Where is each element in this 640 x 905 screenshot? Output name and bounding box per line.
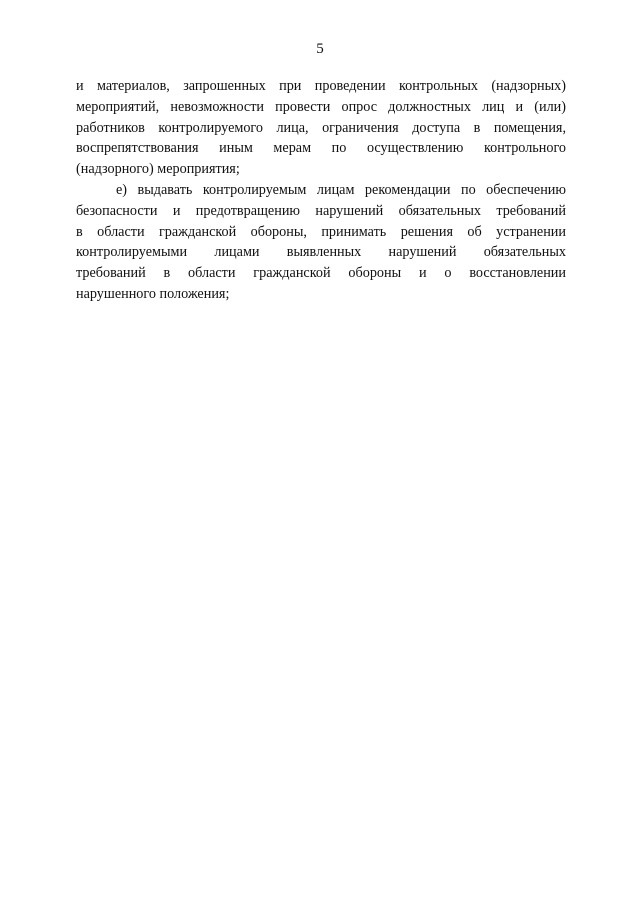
text-line: контролируемыми лицами выявленных нарушений обязательных xyxy=(76,244,566,261)
document-body xyxy=(76,76,566,305)
page-number: 5 xyxy=(316,41,324,57)
text-line: безопасности и предотвращению нарушений обязательных требований xyxy=(76,202,566,219)
text-line: работников контролируемого лица, ограничения доступа в помещения, xyxy=(76,119,566,136)
text-line: воспрепятствования иным мерам по осуществлению контрольного xyxy=(76,140,566,157)
text-line: мероприятий, невозможности провести опрос должностных лиц и (или) xyxy=(76,98,566,115)
text-line: требований в области гражданской обороны и о восстановлении xyxy=(76,265,566,282)
text-line: е) выдавать контролируемым лицам рекомендации по обеспечению xyxy=(116,181,566,198)
text-line: (надзорного) мероприятия; xyxy=(76,161,240,178)
text-line: нарушенного положения; xyxy=(76,285,230,302)
text-line: в области гражданской обороны, принимать решения об устранении xyxy=(76,223,566,240)
text-line: и материалов, запрошенных при проведении контрольных (надзорных) xyxy=(76,78,566,94)
